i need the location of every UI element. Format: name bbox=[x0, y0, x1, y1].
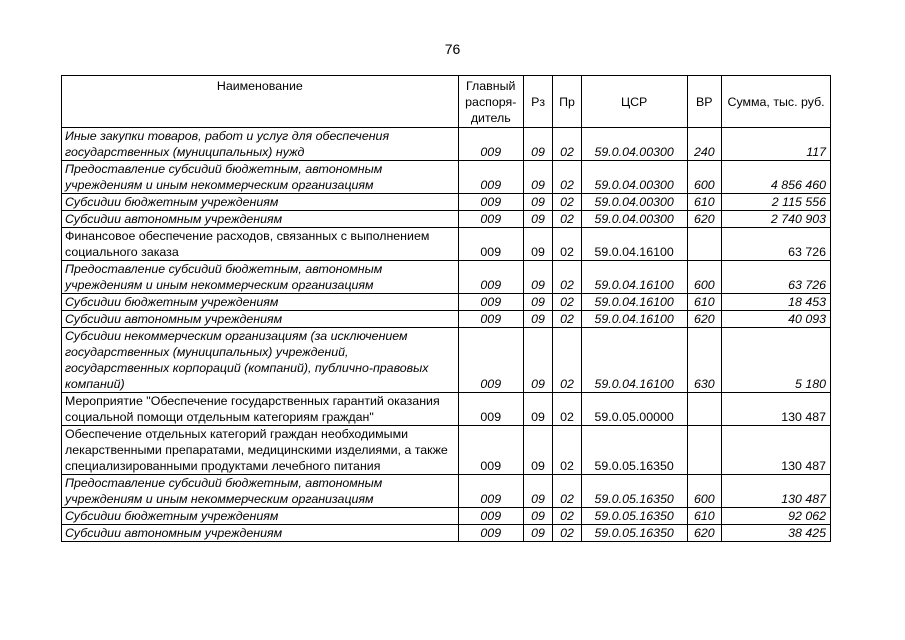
header-gr: Главный распоря-дитель bbox=[458, 76, 523, 128]
cell-vr bbox=[687, 426, 722, 475]
cell-pr: 02 bbox=[553, 393, 581, 426]
cell-sum: 92 062 bbox=[722, 508, 831, 525]
cell-rz: 09 bbox=[523, 426, 552, 475]
cell-rz: 09 bbox=[523, 508, 552, 525]
cell-vr: 610 bbox=[687, 508, 722, 525]
cell-name: Предоставление субсидий бюджетным, автономным учреждениям и иным некоммерческим организациям bbox=[62, 161, 459, 194]
cell-csr: 59.0.04.00300 bbox=[581, 194, 687, 211]
cell-gr: 009 bbox=[458, 475, 523, 508]
cell-sum: 130 487 bbox=[722, 475, 831, 508]
cell-sum: 40 093 bbox=[722, 311, 831, 328]
cell-gr: 009 bbox=[458, 508, 523, 525]
cell-sum: 5 180 bbox=[722, 328, 831, 393]
cell-rz: 09 bbox=[523, 294, 552, 311]
cell-name: Субсидии автономным учреждениям bbox=[62, 211, 459, 228]
cell-sum: 4 856 460 bbox=[722, 161, 831, 194]
cell-rz: 09 bbox=[523, 311, 552, 328]
cell-vr: 620 bbox=[687, 211, 722, 228]
cell-vr: 610 bbox=[687, 294, 722, 311]
cell-name: Субсидии бюджетным учреждениям bbox=[62, 294, 459, 311]
cell-sum: 63 726 bbox=[722, 228, 831, 261]
header-csr: ЦСР bbox=[581, 76, 687, 128]
table-row bbox=[62, 161, 831, 194]
cell-sum: 130 487 bbox=[722, 426, 831, 475]
table-row bbox=[62, 475, 831, 508]
cell-csr: 59.0.04.16100 bbox=[581, 328, 687, 393]
cell-csr: 59.0.05.00000 bbox=[581, 393, 687, 426]
cell-pr: 02 bbox=[553, 128, 581, 161]
cell-rz: 09 bbox=[523, 194, 552, 211]
cell-sum: 2 115 556 bbox=[722, 194, 831, 211]
cell-pr: 02 bbox=[553, 228, 581, 261]
cell-name: Иные закупки товаров, работ и услуг для обеспечения государственных (муниципальных) нужд bbox=[62, 128, 459, 161]
cell-rz: 09 bbox=[523, 261, 552, 294]
header-pr: Пр bbox=[553, 76, 581, 128]
cell-pr: 02 bbox=[553, 508, 581, 525]
cell-pr: 02 bbox=[553, 211, 581, 228]
cell-name: Предоставление субсидий бюджетным, автономным учреждениям и иным некоммерческим организациям bbox=[62, 475, 459, 508]
header-name: Наименование bbox=[62, 76, 459, 128]
cell-rz: 09 bbox=[523, 475, 552, 508]
cell-sum: 63 726 bbox=[722, 261, 831, 294]
cell-name: Мероприятие "Обеспечение государственных гарантий оказания социальной помощи отдельным категориям граждан" bbox=[62, 393, 459, 426]
budget-table bbox=[61, 75, 831, 542]
cell-vr: 600 bbox=[687, 161, 722, 194]
cell-gr: 009 bbox=[458, 211, 523, 228]
table-row bbox=[62, 311, 831, 328]
cell-name: Обеспечение отдельных категорий граждан необходимыми лекарственными препаратами, медицинскими изделиями, а также специализированными продуктами лечебного питания bbox=[62, 426, 459, 475]
table-row bbox=[62, 194, 831, 211]
cell-sum: 18 453 bbox=[722, 294, 831, 311]
cell-gr: 009 bbox=[458, 294, 523, 311]
cell-csr: 59.0.04.00300 bbox=[581, 161, 687, 194]
cell-rz: 09 bbox=[523, 161, 552, 194]
cell-name: Субсидии бюджетным учреждениям bbox=[62, 194, 459, 211]
cell-csr: 59.0.05.16350 bbox=[581, 475, 687, 508]
cell-rz: 09 bbox=[523, 393, 552, 426]
cell-name: Финансовое обеспечение расходов, связанных с выполнением социального заказа bbox=[62, 228, 459, 261]
cell-gr: 009 bbox=[458, 328, 523, 393]
cell-sum: 117 bbox=[722, 128, 831, 161]
cell-name: Субсидии автономным учреждениям bbox=[62, 525, 459, 542]
cell-csr: 59.0.04.16100 bbox=[581, 311, 687, 328]
cell-pr: 02 bbox=[553, 525, 581, 542]
cell-csr: 59.0.04.00300 bbox=[581, 211, 687, 228]
table-row bbox=[62, 294, 831, 311]
table-row bbox=[62, 393, 831, 426]
cell-pr: 02 bbox=[553, 426, 581, 475]
cell-vr: 600 bbox=[687, 475, 722, 508]
table-row bbox=[62, 508, 831, 525]
cell-gr: 009 bbox=[458, 261, 523, 294]
cell-csr: 59.0.05.16350 bbox=[581, 426, 687, 475]
table-row bbox=[62, 211, 831, 228]
cell-gr: 009 bbox=[458, 128, 523, 161]
cell-vr: 240 bbox=[687, 128, 722, 161]
table-row bbox=[62, 525, 831, 542]
cell-csr: 59.0.04.16100 bbox=[581, 294, 687, 311]
table-row bbox=[62, 328, 831, 393]
cell-gr: 009 bbox=[458, 228, 523, 261]
cell-name: Субсидии автономным учреждениям bbox=[62, 311, 459, 328]
cell-csr: 59.0.05.16350 bbox=[581, 508, 687, 525]
cell-sum: 38 425 bbox=[722, 525, 831, 542]
table-row bbox=[62, 261, 831, 294]
cell-pr: 02 bbox=[553, 475, 581, 508]
cell-vr: 600 bbox=[687, 261, 722, 294]
cell-pr: 02 bbox=[553, 261, 581, 294]
cell-csr: 59.0.04.00300 bbox=[581, 128, 687, 161]
cell-name: Субсидии бюджетным учреждениям bbox=[62, 508, 459, 525]
cell-gr: 009 bbox=[458, 194, 523, 211]
page-number: 76 bbox=[444, 41, 461, 57]
cell-vr: 620 bbox=[687, 311, 722, 328]
table-row bbox=[62, 128, 831, 161]
cell-vr: 610 bbox=[687, 194, 722, 211]
cell-gr: 009 bbox=[458, 311, 523, 328]
cell-pr: 02 bbox=[553, 194, 581, 211]
table-body bbox=[62, 128, 831, 542]
cell-csr: 59.0.04.16100 bbox=[581, 261, 687, 294]
cell-name: Субсидии некоммерческим организациям (за исключением государственных (муниципальных) учреждений, государственных корпораций (компаний), публично-правовых компаний) bbox=[62, 328, 459, 393]
cell-gr: 009 bbox=[458, 393, 523, 426]
cell-pr: 02 bbox=[553, 328, 581, 393]
header-row bbox=[62, 76, 831, 128]
cell-gr: 009 bbox=[458, 525, 523, 542]
cell-csr: 59.0.04.16100 bbox=[581, 228, 687, 261]
cell-sum: 2 740 903 bbox=[722, 211, 831, 228]
cell-pr: 02 bbox=[553, 311, 581, 328]
cell-gr: 009 bbox=[458, 161, 523, 194]
cell-vr: 630 bbox=[687, 328, 722, 393]
cell-vr: 620 bbox=[687, 525, 722, 542]
header-sum: Сумма, тыс. руб. bbox=[722, 76, 831, 128]
cell-csr: 59.0.05.16350 bbox=[581, 525, 687, 542]
cell-rz: 09 bbox=[523, 328, 552, 393]
cell-vr bbox=[687, 393, 722, 426]
cell-rz: 09 bbox=[523, 128, 552, 161]
cell-pr: 02 bbox=[553, 294, 581, 311]
header-rz: Рз bbox=[523, 76, 552, 128]
header-vr: ВР bbox=[687, 76, 722, 128]
cell-rz: 09 bbox=[523, 211, 552, 228]
cell-pr: 02 bbox=[553, 161, 581, 194]
cell-name: Предоставление субсидий бюджетным, автономным учреждениям и иным некоммерческим организациям bbox=[62, 261, 459, 294]
cell-gr: 009 bbox=[458, 426, 523, 475]
cell-sum: 130 487 bbox=[722, 393, 831, 426]
table-row bbox=[62, 228, 831, 261]
cell-rz: 09 bbox=[523, 525, 552, 542]
table-row bbox=[62, 426, 831, 475]
cell-rz: 09 bbox=[523, 228, 552, 261]
cell-vr bbox=[687, 228, 722, 261]
